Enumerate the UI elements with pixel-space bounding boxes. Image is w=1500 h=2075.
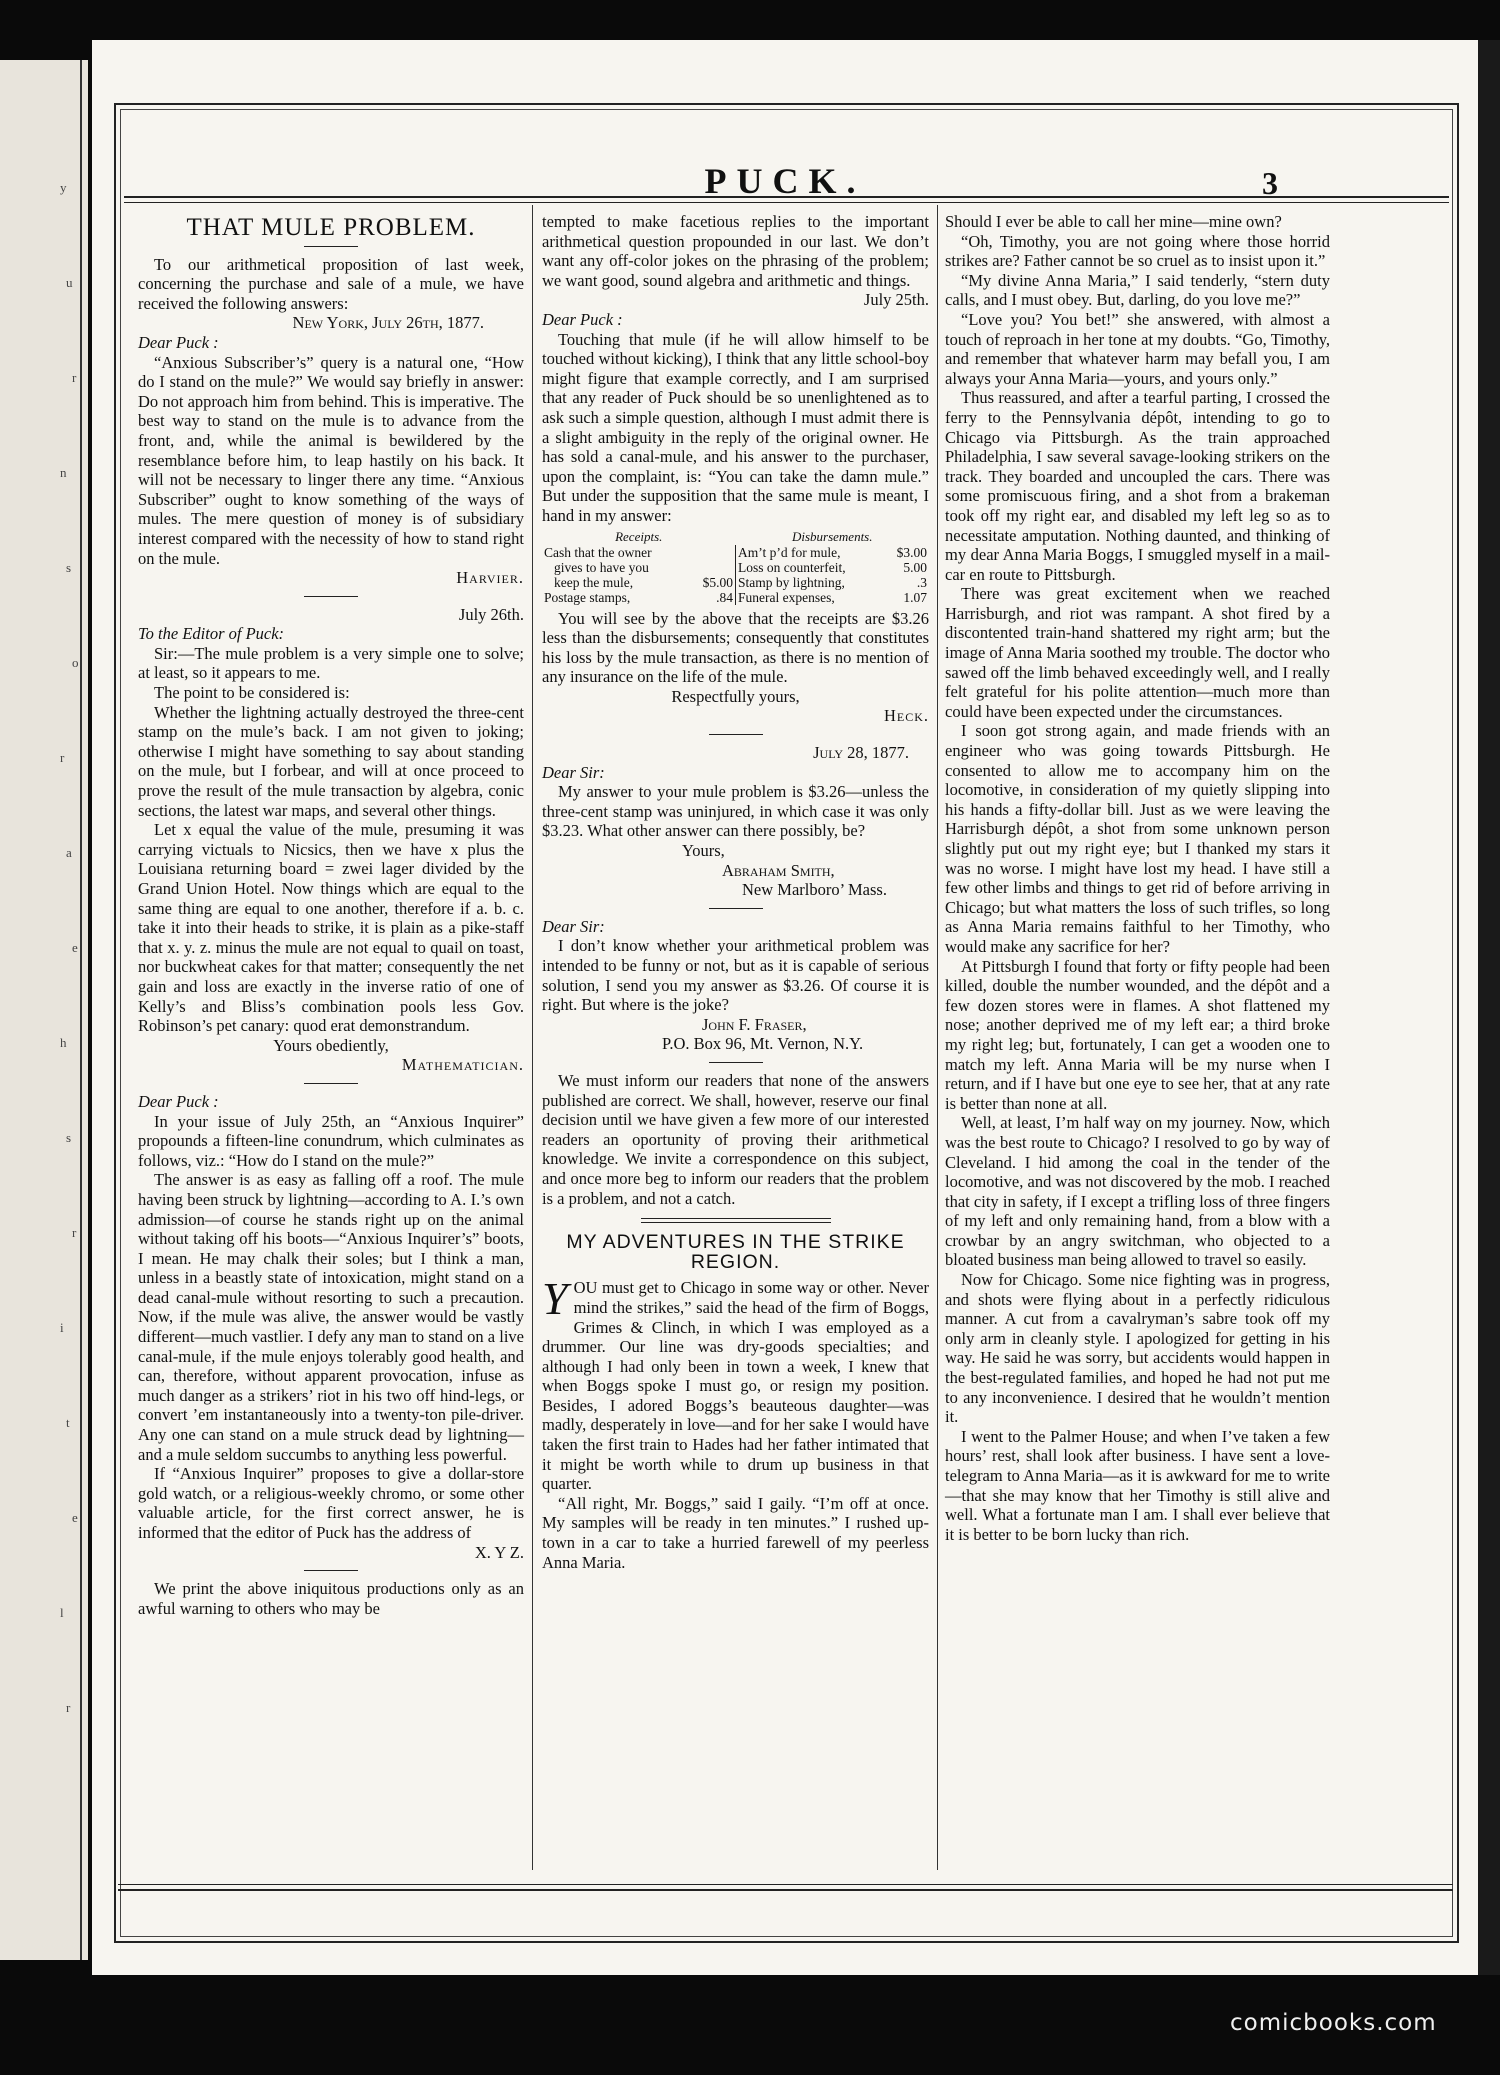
story-text: OU must get to Chicago in some way or other. Never mind the strikes,” said the head of the firm of Boggs, Grimes & Clinch, in which I was employed as a drummer. Our line was dry-goods specialties; and although I had only been in town a week, I knew that when Boggs spoke I must go, or resign my position. Besides, I adored Boggs’s beauteous daughter—was madly, desperately in love—and for her sake I would have taken the first train to Hades had her father intimated that it might be worth while to drum up business in that quarter. bbox=[542, 1278, 929, 1494]
left-page-fragment: u bbox=[66, 275, 73, 290]
divider bbox=[304, 1570, 358, 1571]
table-cell: .3 bbox=[916, 574, 927, 590]
paragraph: The answer is as easy as falling off a roof. The mule having been struck by lightning—according to A. I.’s own admission—of course he stands right up on the animal without taking off his boots—“Anxious Inquirer’s” boots, I mean. He may chalk their soles; but I think a man, unless in a beastly state of intoxication, might stand on a dead canal-mule without resorting to such a precaution. Now, if the mule was alive, the answer would be vastly different—much vastlier. I defy any man to stand on a live canal-mule, if the mule enjoys tolerably good health, and can, therefore, without apparent provocation, infuse as much danger as a strikers’ riot in his two off hind-legs, or convert ’em instantaneously into a twenty-ton pile-driver. Any one can stand on a mule struck dead by lightning—and a mule seldom succumbs to anything less powerful. bbox=[138, 1170, 524, 1464]
left-page-fragment: s bbox=[66, 1130, 72, 1145]
table-cell: 5.00 bbox=[903, 559, 927, 575]
dateline: July 25th. bbox=[863, 290, 929, 310]
salutation: To the Editor of Puck: bbox=[138, 624, 285, 644]
table-row bbox=[542, 545, 929, 560]
story-paragraph: Now for Chicago. Some nice fighting was in progress, and shots were flying about in a perfectly ridiculous manner. A cut from a cavalryman’s sabre took off my only arm in cleanly style. I apologized for getting in his way. He said he was sorry, but accidents would happen in the best-regulated families, and hoped he had not put me to any inconvenience. I desired that he wouldn’t mention it. bbox=[945, 1270, 1330, 1427]
salutation: Dear Puck : bbox=[138, 1091, 219, 1111]
paragraph: My answer to your mule problem is $3.26—unless the three-cent stamp was uninjured, in which case it was only $3.23. What other answer can there possibly, be? bbox=[542, 782, 929, 841]
footer-rule bbox=[118, 1884, 1453, 1891]
story-paragraph: Should I ever be able to call her mine—mine own? bbox=[945, 212, 1282, 231]
table-cell: $3.00 bbox=[896, 544, 927, 560]
signature-address: P.O. Box 96, Mt. Vernon, N.Y. bbox=[662, 1034, 864, 1054]
dateline: New York, July 26th, 1877. bbox=[292, 313, 484, 333]
accounts-table bbox=[542, 528, 929, 605]
left-page-fragment: e bbox=[72, 1510, 78, 1525]
signature: Harvier. bbox=[456, 568, 524, 588]
story-paragraph: “All right, Mr. Boggs,” said I gaily. “I’m off at once. My samples will be ready in ten minutes.” I rushed up-town in a car to take a hurried farewell of my peerless Anna Maria. bbox=[542, 1493, 929, 1572]
story-paragraph: I went to the Palmer House; and when I’ve taken a few hours’ rest, shall look after business. I have sent a love-telegram to Anna Maria—as it is awkward for me to write—that she may know that her Timothy is still alive and well. What a fortunate man I am. I shall ever believe that it is better to be born lucky than rich. bbox=[945, 1426, 1330, 1544]
table-cell: keep the mule, bbox=[554, 574, 634, 590]
closing: Respectfully yours, bbox=[671, 686, 800, 706]
table-row bbox=[542, 560, 929, 575]
story-paragraph: There was great excitement when we reached Harrisburgh, and riot was rampant. A shot fired by a discontented train-hand shattered my right arm; but the image of Anna Maria soothed my trouble. The doctor who sawed off the limb behaved exceedingly well, and I really felt grateful for his polite attention—much more than could have been expected under the circumstances. bbox=[945, 584, 1330, 721]
paragraph: The point to be considered is: bbox=[154, 683, 350, 703]
drop-cap: Y bbox=[542, 1273, 568, 1325]
adjacent-page-edge bbox=[0, 60, 88, 1960]
binding-shadow bbox=[1478, 40, 1500, 1975]
left-page-fragment: r bbox=[72, 1225, 77, 1240]
signature: Abraham Smith, bbox=[722, 860, 835, 880]
table-cell: Cash that the owner bbox=[544, 544, 652, 560]
table-cell bbox=[689, 545, 735, 560]
salutation: Dear Sir: bbox=[542, 916, 605, 936]
paragraph: I don’t know whether your arithmetical problem was intended to be funny or not, but as it is capable of serious solution, I send you my answer as $3.26. Of course it is right. But where is the joke? bbox=[542, 936, 929, 1015]
left-page-fragment: a bbox=[66, 845, 72, 860]
left-page-fragment: r bbox=[66, 1700, 71, 1715]
story-paragraph: I soon got strong again, and made friends with an engineer who was going towards Pittsburgh. He consented to allow me to accompany him on the locomotive, in consideration of my quietly slipping into his hands a fifty-dollar bill. Just as we were leaving the Harrisburgh dépôt, a shot from some unknown person slightly put out my right eye; but I thanked my stars it was no worse. I might have lost my head. I have still a few other limbs and things to get rid of before arriving in Chicago; but what matters the loss of such trifles, so long as Anna Maria remains faithful to her Timothy, who would make any sacrifice for her? bbox=[945, 721, 1330, 956]
signature: John F. Fraser, bbox=[702, 1014, 807, 1034]
page-gutter-line bbox=[80, 60, 82, 1960]
closing: Yours obediently, bbox=[273, 1035, 389, 1055]
story-paragraph: “My divine Anna Maria,” I said tenderly, “stern duty calls, and I must obey. But, darling, do you love me?” bbox=[945, 270, 1330, 310]
salutation: Dear Puck : bbox=[138, 332, 219, 352]
left-page-fragment: r bbox=[72, 370, 77, 385]
paragraph: You will see by the above that the receipts are $3.26 less than the disbursements; consequently that constitutes his loss by the mule transaction, as there is no mention of any insurance on the life of the mule. bbox=[542, 608, 929, 687]
story-paragraph: At Pittsburgh I found that forty or fifty people had been killed, double the number wounded, and the dépôt and a few dozen stores were in flames. A shot flattened my nose; another deprived me of my left ear; a third broke my right leg; but, fortunately, I can get a wooden one to match my left. Anna Maria will be my nurse when I return, and if I have but one eye to see her, that at any rate is better than none at all. bbox=[945, 956, 1330, 1113]
paragraph: “Anxious Subscriber’s” query is a natural one, “How do I stand on the mule?” We would say briefly in answer: Do not approach him from behind. This is imperative. The best way to stand on the mule is to advance from the front, and, while the animal is bewildered by the resemblance before him, to leap hastily on his back. It will not be necessary to linger there any time. “Anxious Subscriber” ought to know something of the ways of mules. The mere question of money is of subsidiary interest compared with the necessity of how to stand right on the mule. bbox=[138, 352, 524, 568]
divider bbox=[304, 246, 358, 247]
story-paragraph: “Love you? You bet!” she answered, with almost a touch of reproach in her tone at my doubts. “Go, Timothy, and remember that whatever harm may befall you, I am always your Anna Maria—yours, and yours only.” bbox=[945, 309, 1330, 388]
paragraph: To our arithmetical proposition of last week, concerning the purchase and sale of a mule, we have received the following answers: bbox=[138, 254, 524, 313]
signature: X. Y Z. bbox=[474, 1542, 524, 1562]
story-title: MY ADVENTURES IN THE STRIKE REGION. bbox=[566, 1231, 905, 1273]
dateline: July 28, 1877. bbox=[813, 743, 909, 763]
table-cell bbox=[689, 560, 735, 575]
page-number: 3 bbox=[1262, 165, 1278, 201]
double-divider bbox=[641, 1218, 831, 1223]
divider bbox=[709, 908, 763, 909]
divider bbox=[304, 1083, 358, 1084]
table-cell: Stamp by lightning, bbox=[735, 575, 883, 590]
left-page-fragment: r bbox=[60, 750, 65, 765]
left-page-fragment: l bbox=[60, 1605, 64, 1620]
story-paragraph: Thus reassured, and after a tearful parting, I crossed the ferry to the Pennsylvania dépôt, intending to go to Chicago via Pittsburgh. As the train approached Philadelphia, I saw several savage-looking strikers on the track. They boarded and uncoupled the cars. There was some promiscuous firing, and a shot from a brakeman took off my right ear, and disabled my left leg so as to necessitate amputation. Nothing daunted, and thinking of my dear Anna Maria Boggs, I smuggled myself in a mail-car en route to Pittsburgh. bbox=[945, 388, 1330, 584]
salutation: Dear Sir: bbox=[542, 762, 605, 782]
signature: Heck. bbox=[883, 706, 929, 726]
closing: Yours, bbox=[682, 841, 725, 861]
signature-address: New Marlboro’ Mass. bbox=[742, 880, 887, 900]
column-2 bbox=[542, 212, 929, 1572]
table-cell: Postage stamps, bbox=[544, 589, 631, 605]
paragraph: tempted to make facetious replies to the important arithmetical question propounded in our last. We don’t want any off-color jokes on the phrasing of the problem; we want good, sound algebra and arithmetic and things. bbox=[542, 212, 929, 290]
signature: Mathematician. bbox=[401, 1055, 524, 1075]
dateline: July 26th. bbox=[458, 604, 524, 624]
divider bbox=[709, 1062, 763, 1063]
paragraph: Let x equal the value of the mule, presuming it was carrying victuals to Nicsics, then we have x plus the Louisiana returning board = zwei lager divided by the Grand Union Hotel. Now things which are equal to the same thing are equal to one another, therefore if a. b. c. take it into their heads to strike, it is plain as a pike-staff that x. y. z. minus the mule are not equal to quail on toast, nor buckwheat cakes for that matter; consequently the net gain and loss are exactly in the inverse ratio of one of Kelly’s and Bliss’s combination pools less Gov. Robinson’s pet canary: quod erat demonstrandum. bbox=[138, 820, 524, 1036]
column-3 bbox=[945, 212, 1330, 1544]
left-page-fragment: s bbox=[66, 560, 72, 575]
left-page-fragment: n bbox=[60, 465, 67, 480]
table-header-receipts: Receipts. bbox=[615, 528, 663, 544]
left-page-fragment: t bbox=[66, 1415, 70, 1430]
paragraph: We print the above iniquitous productions only as an awful warning to others who may be bbox=[138, 1579, 524, 1618]
divider bbox=[709, 734, 763, 735]
column-divider bbox=[532, 205, 533, 1870]
table-cell: Loss on counterfeit, bbox=[735, 560, 883, 575]
table-row bbox=[542, 575, 929, 590]
table-cell: gives to have you bbox=[554, 559, 649, 575]
story-paragraph bbox=[542, 1273, 929, 1494]
watermark: comicbooks.com bbox=[1230, 2010, 1437, 2036]
table-cell: .84 bbox=[716, 589, 733, 605]
column-1 bbox=[138, 212, 524, 1618]
paragraph: Whether the lightning actually destroyed the three-cent stamp on the mule’s back. I am not given to joking; otherwise I might have something to say about standing on the mule, but I forbear, and will at once proceed to prove the result of the mule transaction by algebra, conic sections, the latest war maps, and several other things. bbox=[138, 702, 524, 820]
table-cell: 1.07 bbox=[903, 589, 927, 605]
salutation: Dear Puck : bbox=[542, 309, 623, 329]
left-page-fragment: e bbox=[72, 940, 78, 955]
left-page-fragment: y bbox=[60, 180, 67, 195]
story-paragraph: “Oh, Timothy, you are not going where those horrid strikes are? Father cannot be so cruel as to insist upon it.” bbox=[945, 231, 1330, 271]
column-divider bbox=[937, 205, 938, 1870]
story-paragraph: Well, at least, I’m half way on my journey. Now, which was the best route to Chicago? I resolved to go by way of Cleveland. I hid among the coal in the tender of the locomotive, and was not discovered by the mob. I reached that city in safety, if I except a trifling loss of three fingers of my left and only remaining hand, from a blow with a crowbar by an angry switchman, who objected to a bloated business man being allowed to travel so easily. bbox=[945, 1113, 1330, 1270]
left-page-fragment: i bbox=[60, 1320, 64, 1335]
table-header-disbursements: Disbursements. bbox=[791, 528, 873, 544]
table-row bbox=[542, 590, 929, 605]
paragraph: Sir:—The mule problem is a very simple one to solve; at least, so it appears to me. bbox=[138, 643, 524, 683]
table-cell: $5.00 bbox=[702, 574, 733, 590]
divider bbox=[304, 596, 358, 597]
left-page-fragment: h bbox=[60, 1035, 67, 1050]
editor-note: We must inform our readers that none of the answers published are correct. We shall, however, reserve our final decision until we have given a few more of our interested readers an oportunity of proving their arithmetical knowledge. We invite a correspondence on this subject, and once more beg to inform our readers that the problem is a problem, and not a catch. bbox=[542, 1070, 929, 1208]
article-title: THAT MULE PROBLEM. bbox=[186, 214, 476, 241]
paragraph: Touching that mule (if he will allow himself to be touched without kicking), I think that any little school-boy might figure that example correctly, and I am surprised that any reader of Puck should be so unenlightened as to ask such a simple question, although I must admit there is a slight ambiguity in the reply of the original owner. He has sold a canal-mule, and his answer to the purchaser, upon the complaint, is: “You can take the damn mule.” But under the supposition that the same mule is meant, I hand in my answer: bbox=[542, 329, 929, 525]
left-page-fragment: o bbox=[72, 655, 79, 670]
table-cell: Funeral expenses, bbox=[735, 590, 883, 605]
header-rule bbox=[124, 196, 1449, 203]
paragraph: In your issue of July 25th, an “Anxious Inquirer” propounds a fifteen-line conundrum, which culminates as follows, viz.: “How do I stand on the mule?” bbox=[138, 1111, 524, 1170]
masthead-title: PUCK. bbox=[704, 161, 866, 201]
table-cell: Am’t p’d for mule, bbox=[735, 545, 883, 560]
paragraph: If “Anxious Inquirer” proposes to give a dollar-store gold watch, or a religious-weekly chromo, or some other valuable article, for the first correct answer, he is informed that the editor of Puck has the address of bbox=[138, 1464, 524, 1542]
